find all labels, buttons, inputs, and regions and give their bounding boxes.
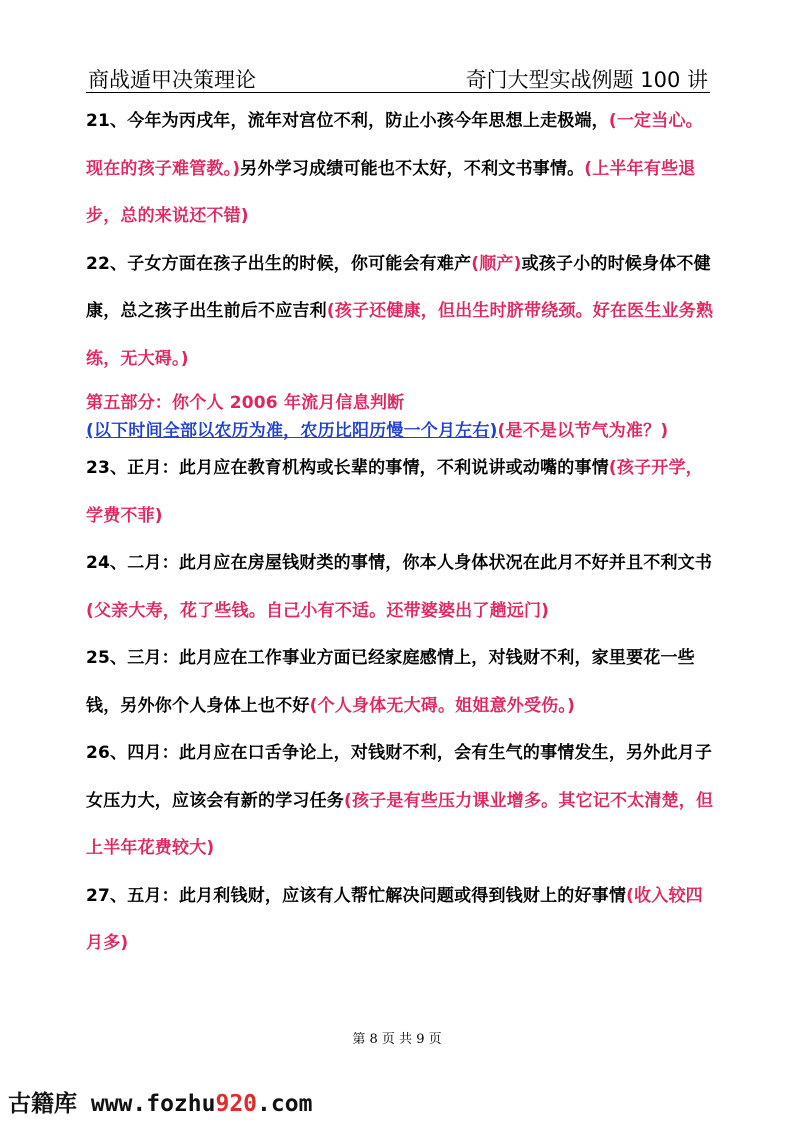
brand-url-accent: 920 [215,1091,258,1117]
calendar-note-link[interactable]: (以下时间全部以农历为准，农历比阳历慢一个月左右) [86,421,498,441]
item-text: 另外学习成绩可能也不太好，不利文书事情。 [240,158,585,179]
item-text: 子女方面在孩子出生的时候，你可能会有难产 [127,253,472,274]
item-number: 25、 [86,648,128,668]
section-title: 第五部分：你个人 2006 年流月信息判断 [86,393,405,413]
item-answer: (孩子还健康，但出生时脐带绕颈。好在医生业务熟练，无大碍。) [86,301,714,369]
page-number: 第 8 页 共 9 页 [352,1032,442,1047]
document-body [86,98,714,968]
header-left-title: 商战遁甲决策理论 [88,68,256,92]
item-answer: (孩子开学，学费不菲) [86,458,703,526]
item-25 [86,635,714,730]
item-number: 23、 [86,458,128,478]
item-answer: (孩子是有些压力课业增多。其它记不太清楚，但上半年花费较大) [86,790,714,858]
item-number: 22、 [86,253,128,274]
item-answer: (顺产) [471,253,522,274]
item-text: 五月：此月利钱财，应该有人帮忙解决问题或得到钱财上的好事情 [127,885,627,906]
brand-name: 古籍库 [8,1091,77,1117]
item-21 [86,98,714,241]
item-number: 21、 [86,111,128,131]
item-answer: (父亲大寿，花了些钱。自己小有不适。还带婆婆出了趟远门) [86,600,550,621]
item-24 [86,540,714,635]
item-23 [86,445,714,540]
item-text: 四月：此月应在口舌争论上，对钱财不利，会有生气的事情发生，另外此月子女压力大，应该会有新的学习任务 [86,743,713,811]
item-26 [86,730,714,873]
item-text: 二月：此月应在房屋钱财类的事情，你本人身体状况在此月不好并且不利文书 [127,553,713,573]
item-text: 正月：此月应在教育机构或长辈的事情，不利说讲或动嘴的事情 [127,458,609,478]
item-text: 今年为丙戌年，流年对宫位不利，防止小孩今年思想上走极端， [127,111,609,131]
item-number: 26、 [86,743,128,763]
header-right-title: 奇门大型实战例题 100 讲 [465,68,708,92]
brand-url-part: www.fozhu [77,1091,216,1117]
item-answer: (一定当心。现在的孩子难管教。) [86,111,703,179]
item-27 [86,873,714,968]
item-number: 24、 [86,553,128,573]
item-number: 27、 [86,885,128,906]
brand-url-part: .com [257,1091,313,1117]
item-answer: (个人身体无大碍。姐姐意外受伤。) [309,695,576,716]
item-answer: (上半年有些退步，总的来说还不错) [86,158,696,226]
watermark-brand [8,1085,312,1118]
item-answer: (收入较四月多) [86,885,703,953]
item-text: 三月：此月应在工作事业方面已经家庭感情上，对钱财不利，家里要花一些钱，另外你个人身体上也不好 [86,648,695,716]
section-note [86,417,714,445]
item-text: 或孩子小的时候身体不健康，总之孩子出生前后不应吉利 [86,253,711,321]
item-22 [86,241,714,384]
calendar-note-question: (是不是以节气为准？) [497,421,669,441]
page-header [86,62,710,93]
